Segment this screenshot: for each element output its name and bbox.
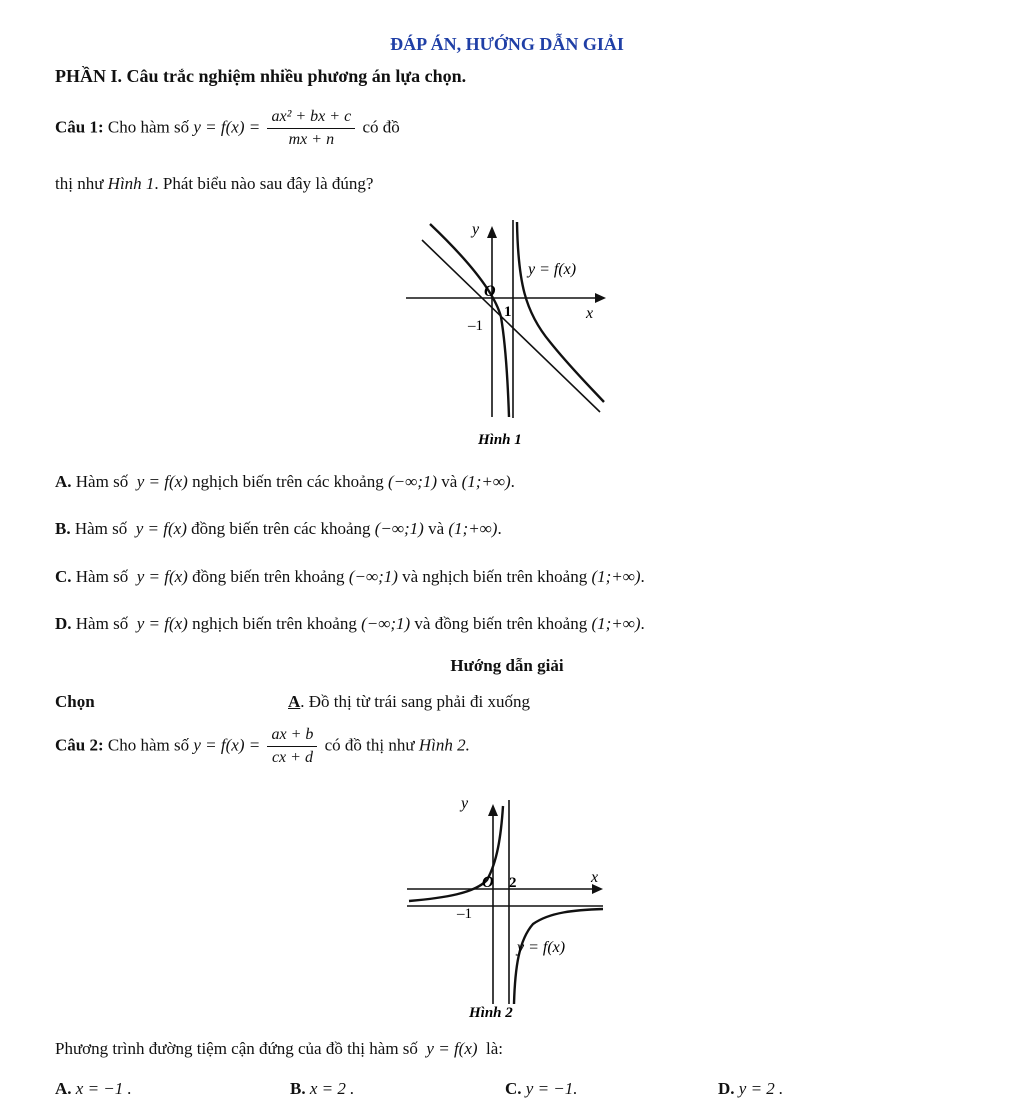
q2-figure (405, 792, 610, 1024)
option-end: . (640, 567, 645, 586)
q1-label: Câu 1: (55, 117, 104, 137)
q2-stem (55, 726, 470, 767)
q1-tick-y: –1 (468, 318, 483, 334)
option-letter: A. (55, 1079, 72, 1098)
q1-func-lhs: y = f(x) = (193, 117, 261, 137)
option-mid: và nghịch biến trên khoảng (402, 567, 588, 586)
option-func: y = f(x) (136, 614, 188, 633)
q2-after: có đồ thị như (324, 735, 419, 755)
part-heading: PHẦN I. Câu trắc nghiệm nhiều phương án lựa chọn. (55, 66, 467, 86)
q1-stem (55, 108, 400, 149)
q1-denominator: mx + n (288, 131, 335, 148)
option-func: y = f(x) (135, 519, 187, 538)
q2-option-b[interactable] (290, 1079, 354, 1099)
option-value: y = 2 . (738, 1079, 784, 1098)
option-interval-1: (−∞;1) (348, 567, 398, 586)
q1-figure-ref: Hình 1 (107, 174, 155, 193)
option-prefix: Hàm số (75, 567, 129, 586)
q2-origin-label: O (482, 874, 494, 891)
q1-option-c[interactable] (55, 567, 645, 587)
q2-question-func: y = f(x) (426, 1039, 478, 1058)
q2-func-lhs: y = f(x) = (193, 735, 261, 755)
q1-answer (288, 692, 530, 712)
q1-tick-x: 1 (504, 304, 512, 320)
option-text: đồng biến trên các khoảng (191, 519, 371, 538)
option-letter: D. (718, 1079, 735, 1098)
option-text: nghịch biến trên các khoảng (192, 472, 384, 491)
q2-y-axis-label: y (461, 795, 469, 812)
option-end: . (497, 519, 502, 538)
q1-curve-label: y = f(x) (528, 261, 577, 278)
choose-label: Chọn (55, 692, 95, 711)
q1-x-axis-label: x (586, 305, 594, 322)
q1-option-b[interactable] (55, 519, 502, 539)
q1-intro: Cho hàm số (107, 117, 190, 137)
option-mid: và (441, 472, 458, 491)
q1-numerator: ax² + bx + c (267, 108, 355, 129)
option-mid: và (428, 519, 445, 538)
option-text: nghịch biến trên khoảng (192, 614, 357, 633)
q2-x-axis-label: x (591, 869, 599, 886)
option-value: y = −1. (525, 1079, 578, 1098)
q1-stem-line2 (55, 174, 373, 194)
q2-label: Câu 2: (55, 735, 104, 755)
q1-y-axis-label: y (472, 221, 480, 238)
q2-tick-x: 2 (509, 875, 517, 891)
q2-figure-caption: Hình 2 (469, 1005, 513, 1021)
option-text: đồng biến trên khoảng (192, 567, 345, 586)
option-interval-2: (1;+∞) (448, 519, 498, 538)
q2-intro: Cho hàm số (107, 735, 190, 755)
option-interval-2: (1;+∞) (591, 567, 641, 586)
option-interval-2: (1;+∞) (591, 614, 641, 633)
q2-numerator: ax + b (267, 726, 317, 747)
q2-option-d[interactable] (718, 1079, 783, 1099)
q2-tick-y: –1 (457, 906, 472, 922)
q2-denominator: cx + d (271, 749, 313, 766)
option-interval-1: (−∞;1) (374, 519, 424, 538)
option-prefix: Hàm số (75, 472, 129, 491)
q1-origin-label: O (484, 283, 496, 300)
option-letter: B. (55, 519, 71, 538)
q2-fraction (267, 726, 317, 767)
q2-question-text: Phương trình đường tiệm cận đứng của đồ thị hàm số (55, 1039, 418, 1058)
option-letter: C. (505, 1079, 522, 1098)
guide-heading: Hướng dẫn giải (450, 656, 564, 675)
option-prefix: Hàm số (74, 519, 128, 538)
option-interval-1: (−∞;1) (361, 614, 411, 633)
page-title: ĐÁP ÁN, HƯỚNG DẪN GIẢI (390, 34, 624, 54)
q1-figure (400, 212, 615, 452)
option-interval-1: (−∞;1) (387, 472, 438, 491)
option-interval-2: (1;+∞) (461, 472, 511, 491)
q1-fraction (267, 108, 355, 149)
option-letter: C. (55, 567, 72, 586)
q1-line2-b: . Phát biểu nào sau đây là đúng? (154, 174, 374, 193)
q2-curve-label: y = f(x) (517, 939, 566, 956)
answer-letter: A (288, 692, 301, 711)
q1-figure-caption: Hình 1 (478, 432, 522, 448)
option-letter: A. (55, 472, 72, 491)
option-func: y = f(x) (136, 567, 188, 586)
option-letter: B. (290, 1079, 306, 1098)
q1-line2-a: thị như (55, 174, 108, 193)
q2-figure-ref: Hình 2. (418, 735, 470, 755)
option-prefix: Hàm số (75, 614, 129, 633)
option-end: . (640, 614, 645, 633)
q1-option-d[interactable] (55, 614, 645, 634)
q1-after: có đồ (362, 117, 400, 137)
q2-option-c[interactable] (505, 1079, 578, 1099)
q2-question-end: là: (486, 1039, 504, 1058)
answer-text: . Đồ thị từ trái sang phải đi xuống (300, 692, 530, 711)
option-value: x = 2 . (309, 1079, 355, 1098)
q2-question (55, 1039, 503, 1059)
option-mid: và đồng biến trên khoảng (414, 614, 588, 633)
option-func: y = f(x) (136, 472, 188, 491)
option-letter: D. (55, 614, 72, 633)
option-value: x = −1 . (75, 1079, 132, 1098)
option-end: . (510, 472, 515, 491)
q1-option-a[interactable] (55, 472, 515, 492)
q2-option-a[interactable] (55, 1079, 132, 1099)
